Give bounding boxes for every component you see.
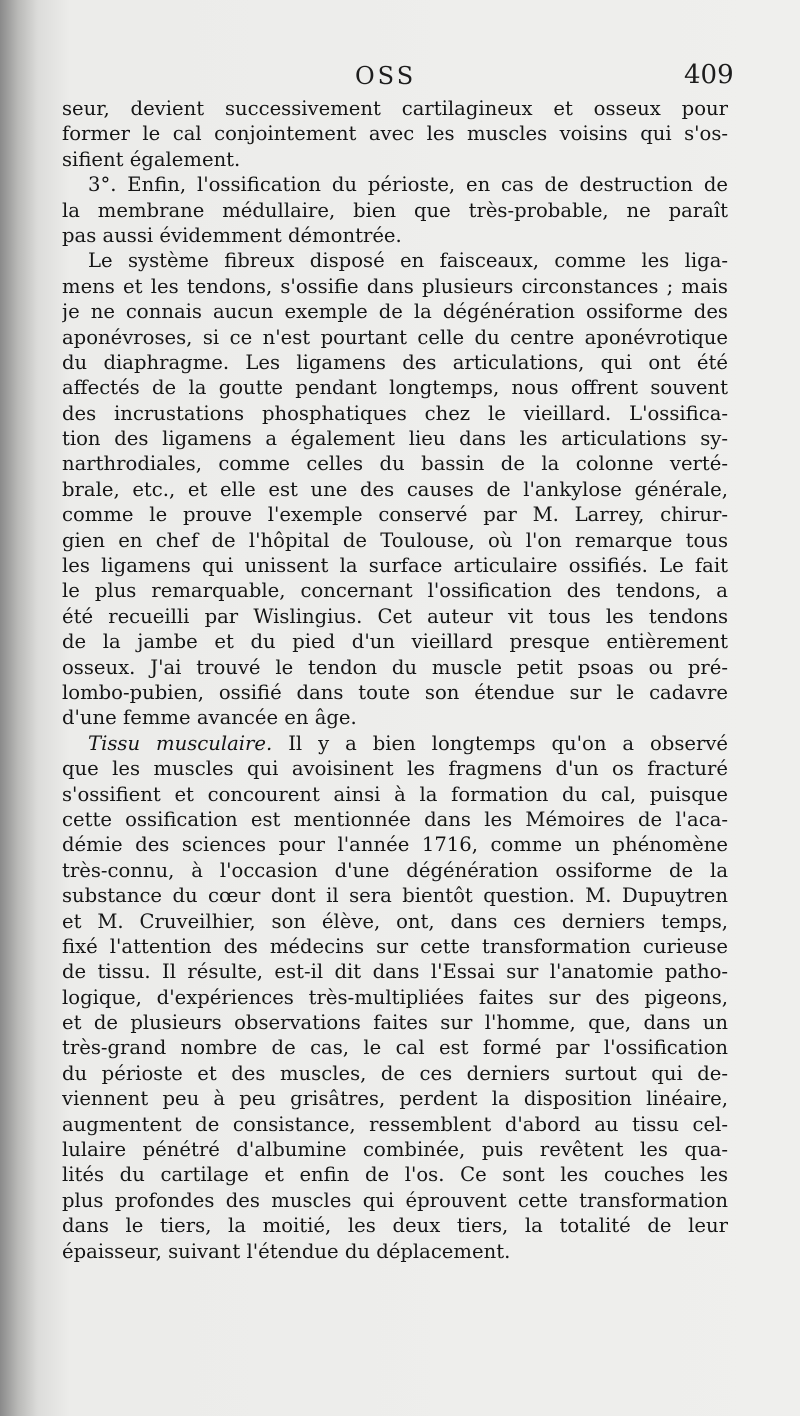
text-line: comme le prouve l'exemple conservé par M. Larrey, chirur- bbox=[62, 503, 728, 527]
text-line: je ne connais aucun exemple de la dégénération ossiforme des bbox=[62, 300, 728, 324]
text-line: du périoste et des muscles, de ces derniers surtout qui de- bbox=[62, 1061, 728, 1085]
text-line: narthrodiales, comme celles du bassin de la colonne verté- bbox=[62, 452, 728, 476]
text-line: été recueilli par Wislingius. Cet auteur vit tous les tendons bbox=[62, 604, 728, 628]
text-line: et M. Cruveilhier, son élève, ont, dans ces derniers temps, bbox=[62, 909, 728, 933]
text-line: les ligamens qui unissent la surface articulaire ossifiés. Le fait bbox=[62, 554, 728, 578]
text-line: fixé l'attention des médecins sur cette transformation curieuse bbox=[62, 934, 728, 958]
text-line: de la jambe et du pied d'un vieillard presque entièrement bbox=[62, 630, 728, 654]
text-line: très-grand nombre de cas, le cal est formé par l'ossification bbox=[62, 1036, 728, 1060]
text-line: 3°. Enfin, l'ossification du périoste, en cas de destruction de bbox=[88, 173, 728, 197]
text-line: très-connu, à l'occasion d'une dégénération ossiforme de la bbox=[62, 858, 728, 882]
section-heading-tissu-musculaire: Tissu musculaire. bbox=[88, 731, 273, 755]
text-line: pas aussi évidemment démontrée. bbox=[62, 223, 402, 247]
text-line bbox=[62, 731, 728, 756]
text-line: et de plusieurs observations faites sur l'homme, que, dans un bbox=[62, 1011, 728, 1035]
text-line: viennent peu à peu grisâtres, perdent la disposition linéaire, bbox=[62, 1087, 728, 1111]
text-line: affectés de la goutte pendant longtemps, nous offrent souvent bbox=[62, 376, 728, 400]
text-line: brale, etc., et elle est une des causes de l'ankylose générale, bbox=[62, 477, 728, 501]
text-line: démie des sciences pour l'année 1716, comme un phénomène bbox=[62, 833, 728, 857]
body-text bbox=[62, 96, 728, 1264]
page-number: 409 bbox=[684, 60, 734, 90]
text-line: lités du cartilage et enfin de l'os. Ce sont les couches les bbox=[62, 1163, 728, 1187]
text-line: lulaire pénétré d'albumine combinée, puis revêtent les qua- bbox=[62, 1138, 728, 1162]
page-header bbox=[0, 58, 800, 98]
text-line: logique, d'expériences très-multipliées faites sur des pigeons, bbox=[62, 985, 728, 1009]
text-line: du diaphragme. Les ligamens des articulations, qui ont été bbox=[62, 350, 728, 374]
text-line: dans le tiers, la moitié, les deux tiers, la totalité de leur bbox=[62, 1214, 728, 1238]
text-line: plus profondes des muscles qui éprouvent cette transformation bbox=[62, 1188, 728, 1212]
text-line: le plus remarquable, concernant l'ossification des tendons, a bbox=[62, 579, 728, 603]
text-line: sifient également. bbox=[62, 147, 241, 171]
text-line: que les muscles qui avoisinent les fragmens d'un os fracturé bbox=[62, 757, 728, 781]
text-line-continuation: Il y a bien longtemps qu'on a observé bbox=[288, 731, 728, 755]
text-line: la membrane médullaire, bien que très-probable, ne paraît bbox=[62, 198, 728, 222]
text-line: lombo-pubien, ossifié dans toute son étendue sur le cadavre bbox=[62, 680, 728, 704]
text-line: mens et les tendons, s'ossifie dans plusieurs circonstances ; mais bbox=[62, 274, 728, 298]
text-line: s'ossifient et concourent ainsi à la formation du cal, puisque bbox=[62, 782, 728, 806]
text-line: former le cal conjointement avec les muscles voisins qui s'os- bbox=[62, 122, 728, 146]
text-line: des incrustations phosphatiques chez le vieillard. L'ossifica- bbox=[62, 401, 728, 425]
text-line: augmentent de consistance, ressemblent d'abord au tissu cel- bbox=[62, 1112, 728, 1136]
text-line: osseux. J'ai trouvé le tendon du muscle petit psoas ou pré- bbox=[62, 655, 728, 679]
text-line: substance du cœur dont il sera bientôt question. M. Dupuytren bbox=[62, 884, 728, 908]
running-head: OSS bbox=[355, 62, 417, 90]
text-line: épaisseur, suivant l'étendue du déplacement. bbox=[62, 1239, 511, 1263]
text-line: d'une femme avancée en âge. bbox=[62, 706, 357, 730]
text-line: de tissu. Il résulte, est-il dit dans l'Essai sur l'anatomie patho- bbox=[62, 960, 728, 984]
text-line: Le système fibreux disposé en faisceaux, comme les liga- bbox=[88, 249, 728, 273]
text-line: cette ossification est mentionnée dans les Mémoires de l'aca- bbox=[62, 807, 728, 831]
text-line: aponévroses, si ce n'est pourtant celle du centre aponévrotique bbox=[62, 325, 728, 349]
text-line: tion des ligamens a également lieu dans les articulations sy- bbox=[62, 427, 728, 451]
text-line: gien en chef de l'hôpital de Toulouse, où l'on remarque tous bbox=[62, 528, 728, 552]
text-line: seur, devient successivement cartilagineux et osseux pour bbox=[62, 97, 728, 120]
